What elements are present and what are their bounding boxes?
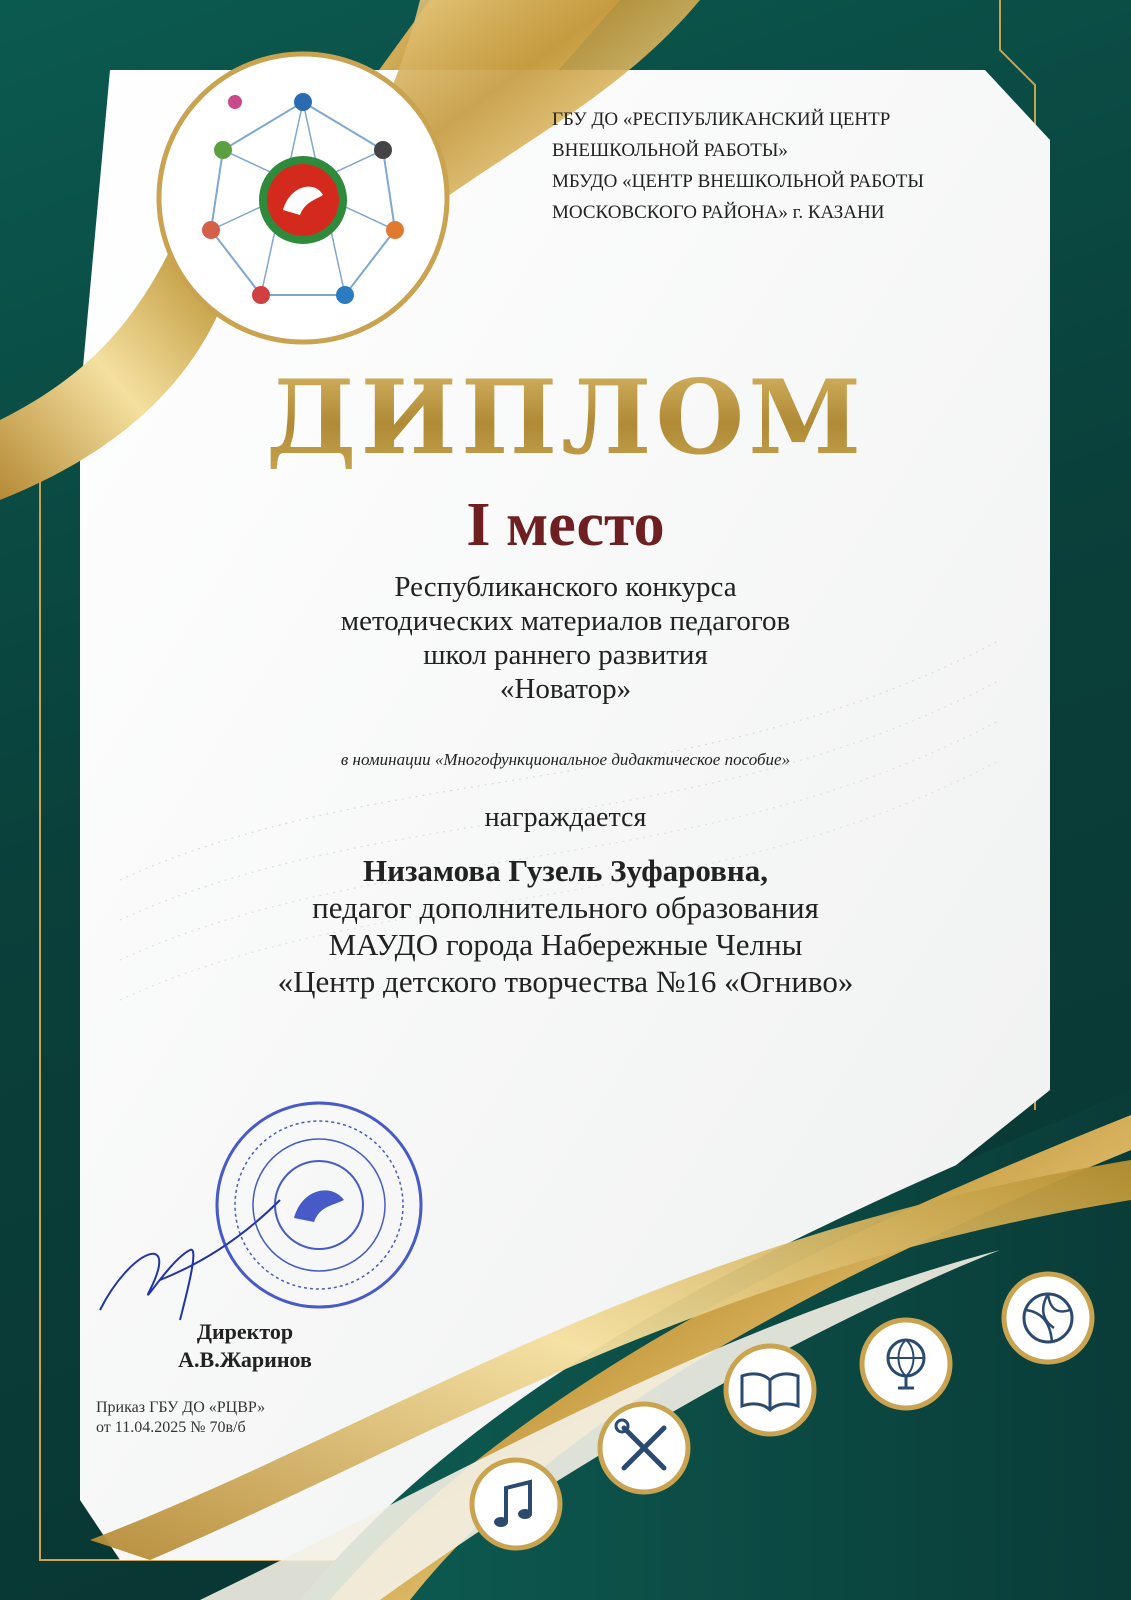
official-stamp	[212, 1098, 426, 1312]
recipient-position: педагог дополнительного образования	[312, 890, 819, 925]
recipient-org-line-1: МАУДО города Набережные Челны	[328, 927, 803, 962]
org-line-3: МБУДО «ЦЕНТР ВНЕШКОЛЬНОЙ РАБОТЫ	[552, 171, 924, 192]
center-logo	[155, 50, 451, 346]
awarded-text: награждается	[484, 802, 647, 833]
org-line-1: ГБУ ДО «РЕСПУБЛИКАНСКИЙ ЦЕНТР	[552, 109, 891, 130]
director-name: А.В.Жаринов	[178, 1347, 312, 1372]
contest-line-3: школ раннего развития	[423, 639, 708, 671]
director-block	[135, 1318, 355, 1374]
org-line-2: ВНЕШКОЛЬНОЙ РАБОТЫ»	[552, 140, 788, 161]
tools-icon	[596, 1400, 692, 1496]
recipient-block	[0, 852, 1131, 1000]
director-role: Директор	[196, 1319, 294, 1344]
volleyball-icon	[1000, 1270, 1096, 1366]
book-icon	[722, 1342, 818, 1438]
contest-description	[0, 570, 1131, 706]
diploma-title: ДИПЛОМ	[0, 358, 1131, 478]
nomination-text: в номинации «Многофункциональное дидактическое пособие»	[340, 750, 791, 769]
music-note-icon	[468, 1456, 564, 1552]
recipient-org-line-2: «Центр детского творчества №16 «Огниво»	[277, 964, 854, 999]
place-label: I место	[466, 491, 665, 559]
contest-line-1: Республиканского конкурса	[394, 571, 737, 603]
order-line-2: от 11.04.2025 № 70в/б	[96, 1419, 246, 1436]
org-line-4: МОСКОВСКОГО РАЙОНА» г. КАЗАНИ	[552, 202, 885, 223]
recipient-name: Низамова Гузель Зуфаровна,	[362, 853, 768, 888]
organization-header	[552, 104, 1012, 228]
contest-line-2: методических материалов педагогов	[340, 605, 791, 637]
order-reference	[96, 1398, 356, 1438]
globe-icon	[858, 1316, 954, 1412]
contest-line-4: «Новатор»	[499, 673, 632, 705]
order-line-1: Приказ ГБУ ДО «РЦВР»	[96, 1399, 266, 1416]
